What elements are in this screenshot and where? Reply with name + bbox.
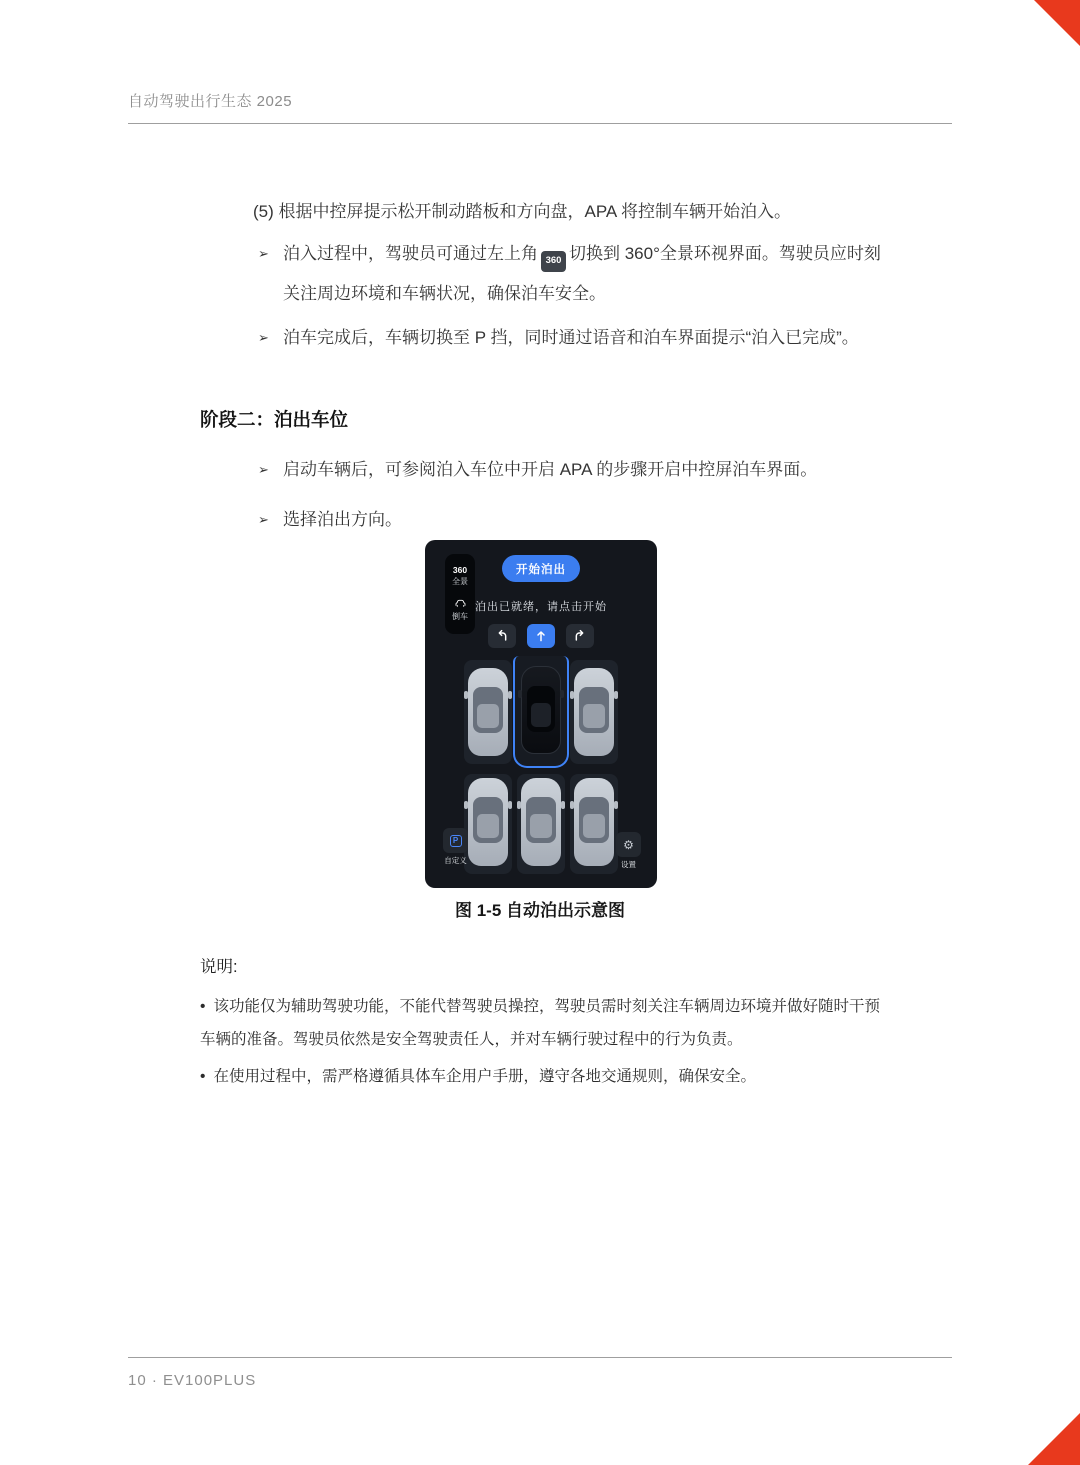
bullet-text: 泊入过程中，驾驶员可通过左上角 360 切换到 360°全景环视界面。驾驶员应时刻关注周边环境和车辆状况，确保泊车安全。 [283, 244, 881, 303]
note-bullet: • [200, 1068, 206, 1085]
bullet-park-in-process [258, 234, 883, 314]
reverse-view-button[interactable]: 倒车 [452, 599, 468, 622]
header-divider [128, 123, 952, 124]
notes-title: 说明: [200, 958, 238, 976]
ego-car [521, 666, 561, 754]
custom-parking-icon: P [443, 828, 468, 853]
360-view-icon: 360 [541, 251, 566, 272]
parked-car [468, 778, 508, 866]
turn-right-arrow-button[interactable] [566, 624, 594, 648]
note-item: • 该功能仅为辅助驾驶功能，不能代替驾驶员操控，驾驶员需时刻关注车辆周边环境并做好随时干预车辆的准备。驾驶员依然是安全驾驶责任人，并对车辆行驶过程中的行为负责。 [200, 998, 880, 1048]
parking-slot [570, 774, 618, 874]
parking-slot [570, 660, 618, 764]
view-switch-pill[interactable] [445, 554, 475, 634]
ego-parking-slot-highlight [513, 656, 569, 768]
custom-slot-button[interactable]: P 自定义 [443, 828, 468, 866]
corner-triangle-bottom [1028, 1413, 1080, 1465]
bullet-text: 泊车完成后，车辆切换至 P 挡，同时通过语音和泊车界面提示“泊入已完成”。 [283, 328, 859, 347]
bullet-marker: ➢ [258, 246, 269, 261]
bullet-text: 选择泊出方向。 [283, 510, 402, 529]
straight-arrow-icon [532, 628, 550, 644]
header-title: 自动驾驶出行生态 2025 [128, 93, 293, 110]
park-out-status-text: 泊出已就绪，请点击开始 [475, 601, 607, 613]
note-bullet: • [200, 998, 206, 1015]
bullet-marker: ➢ [258, 512, 269, 527]
parked-car [574, 778, 614, 866]
parking-slot [464, 774, 512, 874]
360-panorama-icon: 360 [452, 565, 468, 575]
panorama-view-button[interactable]: 360 全景 [452, 565, 468, 586]
step-5-paragraph: (5) 根据中控屏提示松开制动踏板和方向盘，APA 将控制车辆开始泊入。 [253, 202, 792, 221]
parked-car [468, 668, 508, 756]
corner-triangle-top [1034, 0, 1080, 46]
settings-button[interactable]: ⚙ 设置 [616, 832, 641, 870]
bullet-choose-direction [258, 500, 883, 540]
gear-icon: ⚙ [616, 832, 641, 857]
start-park-out-button[interactable]: 开始泊出 [502, 555, 580, 582]
bullet-text: 启动车辆后，可参阅泊入车位中开启 APA 的步骤开启中控屏泊车界面。 [283, 460, 818, 479]
parked-car [574, 668, 614, 756]
bullet-park-in-complete [258, 318, 883, 358]
direction-selector [425, 624, 657, 648]
parking-slot [464, 660, 512, 764]
bullet-marker: ➢ [258, 462, 269, 477]
footer-page-info: 10 · EV100PLUS [128, 1372, 257, 1389]
turn-left-arrow-button[interactable] [488, 624, 516, 648]
bullet-marker: ➢ [258, 330, 269, 345]
section-heading-stage2: 阶段二：泊出车位 [200, 409, 349, 430]
parking-slot [517, 774, 565, 874]
straight-arrow-button[interactable] [527, 624, 555, 648]
parked-car [521, 778, 561, 866]
figure-caption: 图 1-5 自动泊出示意图 [454, 901, 626, 920]
turn-left-arrow-icon [493, 628, 511, 644]
note-item: • 在使用过程中，需严格遵循具体车企用户手册，遵守各地交通规则，确保安全。 [200, 1068, 756, 1085]
footer-divider [128, 1357, 952, 1358]
bullet-start-vehicle [258, 450, 883, 490]
parking-ui-screenshot [425, 540, 657, 888]
turn-right-arrow-icon [571, 628, 589, 644]
